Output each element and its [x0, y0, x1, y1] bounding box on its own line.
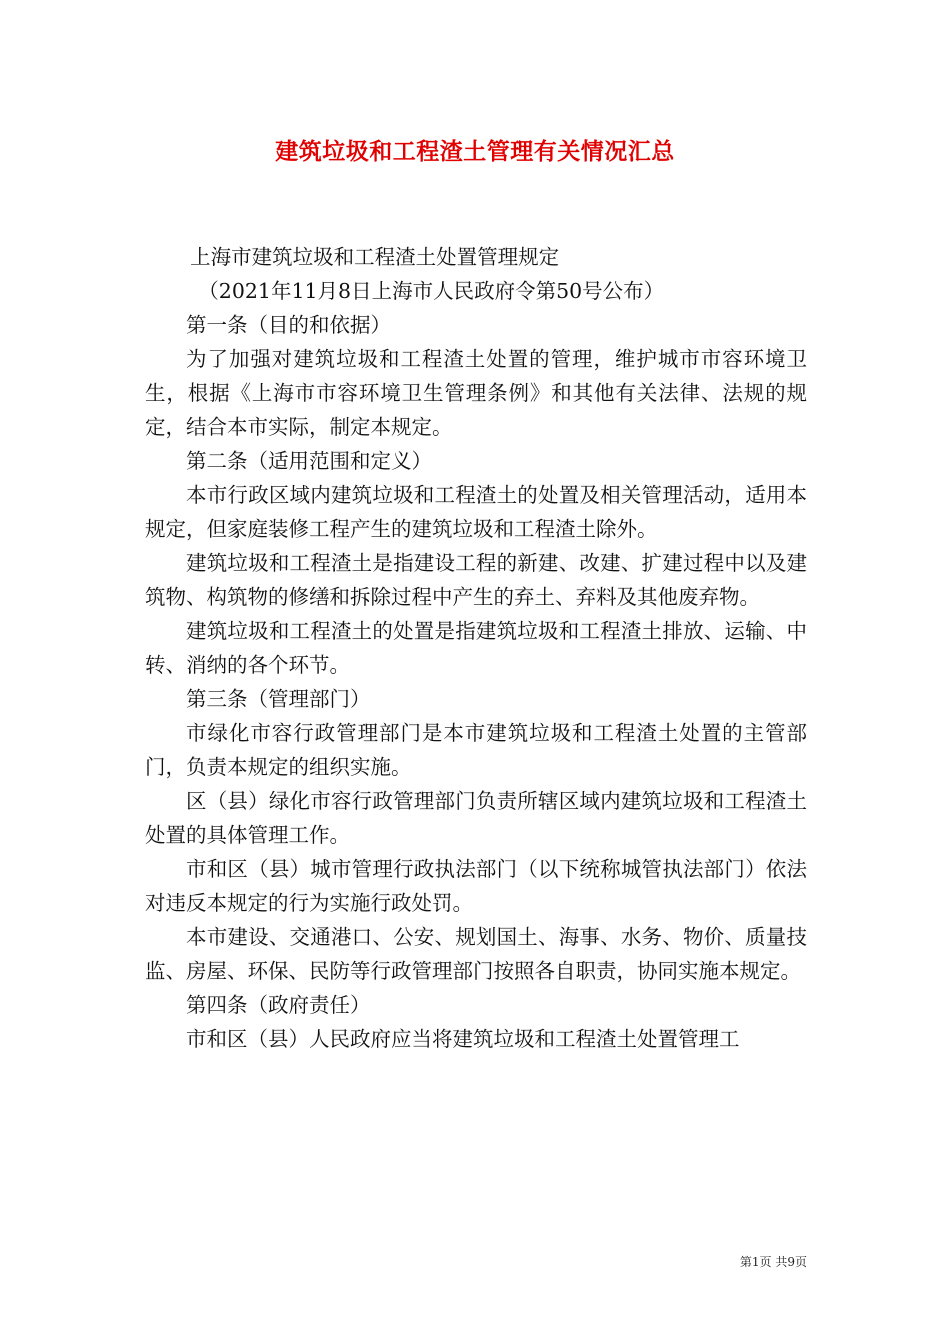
- article-1-text: 为了加强对建筑垃圾和工程渣土处置的管理，维护城市市容环境卫生，根据《上海市市容环境卫生管理条例》和其他有关法律、法规的规定，结合本市实际，制定本规定。: [145, 347, 807, 439]
- article-3-text-1: 市绿化市容行政管理部门是本市建筑垃圾和工程渣土处置的主管部门，负责本规定的组织实施。: [145, 721, 807, 779]
- article-3-text-3: 市和区（县）城市管理行政执法部门（以下统称城管执法部门）依法对违反本规定的行为实施行政处罚。: [145, 857, 807, 915]
- article-3-text-4: 本市建设、交通港口、公安、规划国土、海事、水务、物价、质量技监、房屋、环保、民防等行政管理部门按照各自职责，协同实施本规定。: [145, 925, 807, 983]
- article-2-text-3: 建筑垃圾和工程渣土的处置是指建筑垃圾和工程渣土排放、运输、中转、消纳的各个环节。: [145, 619, 807, 677]
- document-body: [145, 240, 807, 1056]
- article-4-text: 市和区（县）人民政府应当将建筑垃圾和工程渣土处置管理工: [186, 1027, 740, 1051]
- article-2-text-1: 本市行政区域内建筑垃圾和工程渣土的处置及相关管理活动，适用本规定，但家庭装修工程产生的建筑垃圾和工程渣土除外。: [145, 483, 807, 541]
- article-4-heading: 第四条（政府责任）: [186, 993, 371, 1017]
- regulation-name: 上海市建筑垃圾和工程渣土处置管理规定: [190, 245, 560, 269]
- article-2-text-2: 建筑垃圾和工程渣土是指建设工程的新建、改建、扩建过程中以及建筑物、构筑物的修缮和拆除过程中产生的弃土、弃料及其他废弃物。: [145, 551, 807, 609]
- document-title: 建筑垃圾和工程渣土管理有关情况汇总: [275, 138, 675, 165]
- article-3-heading: 第三条（管理部门）: [186, 687, 371, 711]
- article-3-text-2: 区（县）绿化市容行政管理部门负责所辖区域内建筑垃圾和工程渣土处置的具体管理工作。: [145, 789, 807, 847]
- article-2-heading: 第二条（适用范围和定义）: [186, 449, 432, 473]
- article-1-heading: 第一条（目的和依据）: [186, 313, 391, 337]
- page-number: 第1页 共9页: [739, 1255, 807, 1269]
- promulgation-note: （2021年11月8日上海市人民政府令第50号公布）: [198, 279, 665, 303]
